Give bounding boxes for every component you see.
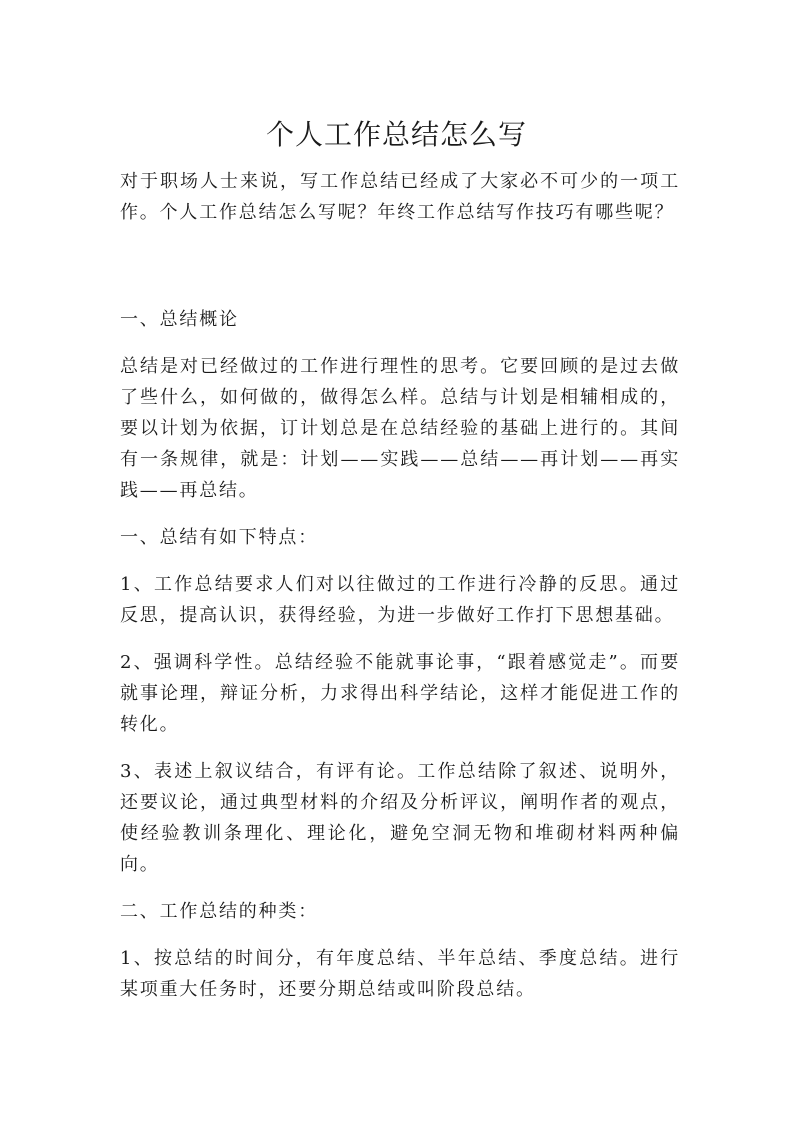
section-heading-features: 一、总结有如下特点： [120, 527, 318, 548]
feature-item-1: 1、工作总结要求人们对以往做过的工作进行冷静的反思。通过反思，提高认识，获得经验，为进一步做好工作打下思想基础。 [120, 574, 680, 626]
section-heading-types: 二、工作总结的种类： [120, 901, 318, 922]
section-heading-overview: 一、总结概论 [120, 309, 239, 330]
document-title: 个人工作总结怎么写 [265, 117, 527, 151]
type-item-1: 1、按总结的时间分，有年度总结、半年总结、季度总结。进行某项重大任务时，还要分期总结或叫阶段总结。 [120, 948, 680, 1000]
intro-paragraph: 对于职场人士来说，写工作总结已经成了大家必不可少的一项工作。个人工作总结怎么写呢？年终工作总结写作技巧有哪些呢？ [120, 171, 680, 223]
document-body [120, 166, 680, 1021]
overview-paragraph: 总结是对已经做过的工作进行理性的思考。它要回顾的是过去做了些什么，如何做的，做得怎么样。总结与计划是相辅相成的，要以计划为依据，订计划总是在总结经验的基础上进行的。其间有一条规律，就是：计划——实践——总结——再计划——再实践——再总结。 [120, 356, 680, 501]
feature-item-2: 2、强调科学性。总结经验不能就事论事，“跟着感觉走”。而要就事论理，辩证分析，力求得出科学结论，这样才能促进工作的转化。 [120, 652, 680, 735]
feature-item-3: 3、表述上叙议结合，有评有论。工作总结除了叙述、说明外，还要议论，通过典型材料的介绍及分析评议，阐明作者的观点，使经验教训条理化、理论化，避免空洞无物和堆砌材料两种偏向。 [120, 761, 680, 875]
